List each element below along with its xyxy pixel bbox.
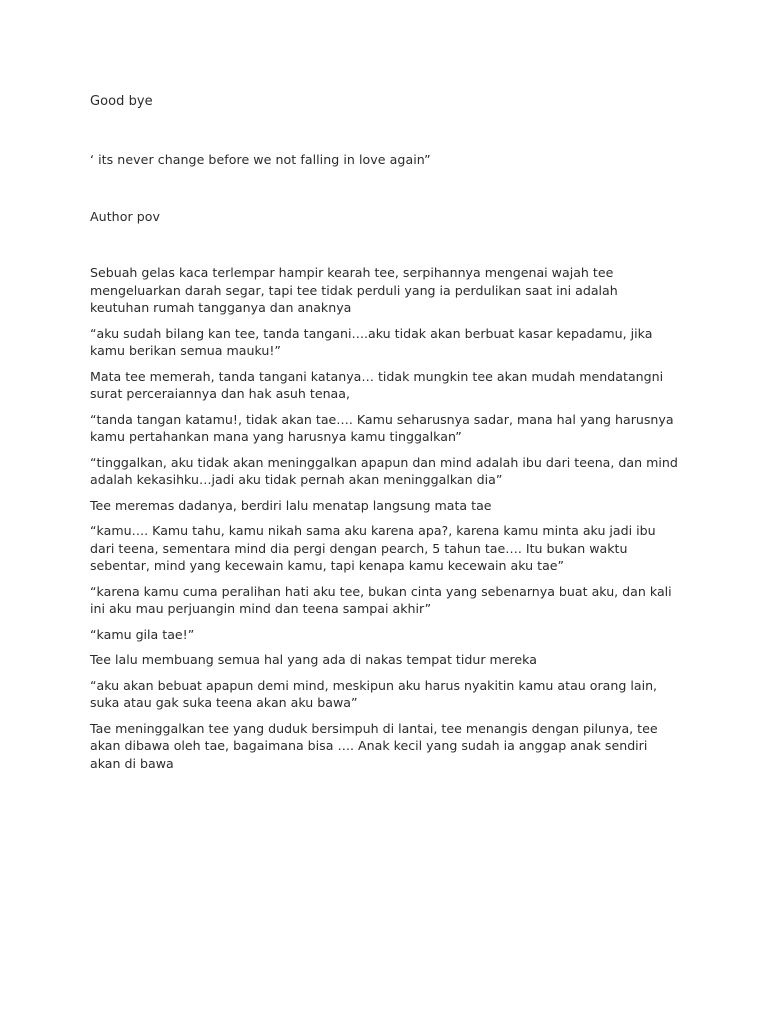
story-body bbox=[90, 264, 680, 780]
paragraph: “karena kamu cuma peralihan hati aku tee, bukan cinta yang sebenarnya buat aku, dan kali ini aku mau perjuangin mind dan teena sampai akhir” bbox=[90, 583, 672, 616]
paragraph: Mata tee memerah, tanda tangani katanya… tidak mungkin tee akan mudah mendatangni surat perceraiannya dan hak asuh tenaa, bbox=[90, 368, 664, 401]
paragraph: “tinggalkan, aku tidak akan meninggalkan apapun dan mind adalah ibu dari teena, dan mind adalah kekasihku…jadi aku tidak pernah akan meninggalkan dia” bbox=[90, 454, 678, 487]
paragraph: Tee meremas dadanya, berdiri lalu menatap langsung mata tae bbox=[90, 497, 492, 513]
paragraph: Sebuah gelas kaca terlempar hampir kearah tee, serpihannya mengenai wajah tee mengeluarkan darah segar, tapi tee tidak perduli yang ia perdulikan saat ini adalah keutuhan rumah tangganya dan anaknya bbox=[90, 265, 618, 315]
paragraph: “aku akan bebuat apapun demi mind, meskipun aku harus nyakitin kamu atau orang lain, suka atau gak suka teena akan aku bawa” bbox=[90, 677, 658, 710]
document-title: Good bye bbox=[90, 94, 153, 109]
paragraph: “kamu…. Kamu tahu, kamu nikah sama aku karena apa?, karena kamu minta aku jadi ibu dari teena, sementara mind dia pergi dengan pearch, 5 tahun tae…. Itu bukan waktu sebentar, mind yang kecewain kamu, tapi kenapa kamu kecewain aku tae” bbox=[90, 523, 656, 573]
paragraph: Tae meninggalkan tee yang duduk bersimpuh di lantai, tee menangis dengan pilunya, tee akan dibawa oleh tae, bagaimana bisa …. Anak kecil yang sudah ia anggap anak sendiri akan di bawa bbox=[90, 720, 658, 771]
paragraph: “tanda tangan katamu!, tidak akan tae…. Kamu seharusnya sadar, mana hal yang harusnya kamu pertahankan mana yang harusnya kamu tinggalkan” bbox=[90, 411, 674, 444]
paragraph: “aku sudah bilang kan tee, tanda tangani….aku tidak akan berbuat kasar kepadamu, jika kamu berikan semua mauku!” bbox=[90, 325, 653, 358]
paragraph: Tee lalu membuang semua hal yang ada di nakas tempat tidur mereka bbox=[90, 652, 537, 667]
point-of-view-label: Author pov bbox=[90, 209, 161, 224]
paragraph: “kamu gila tae!” bbox=[90, 626, 195, 642]
epigraph: ‘ its never change before we not falling in love again” bbox=[90, 152, 431, 167]
